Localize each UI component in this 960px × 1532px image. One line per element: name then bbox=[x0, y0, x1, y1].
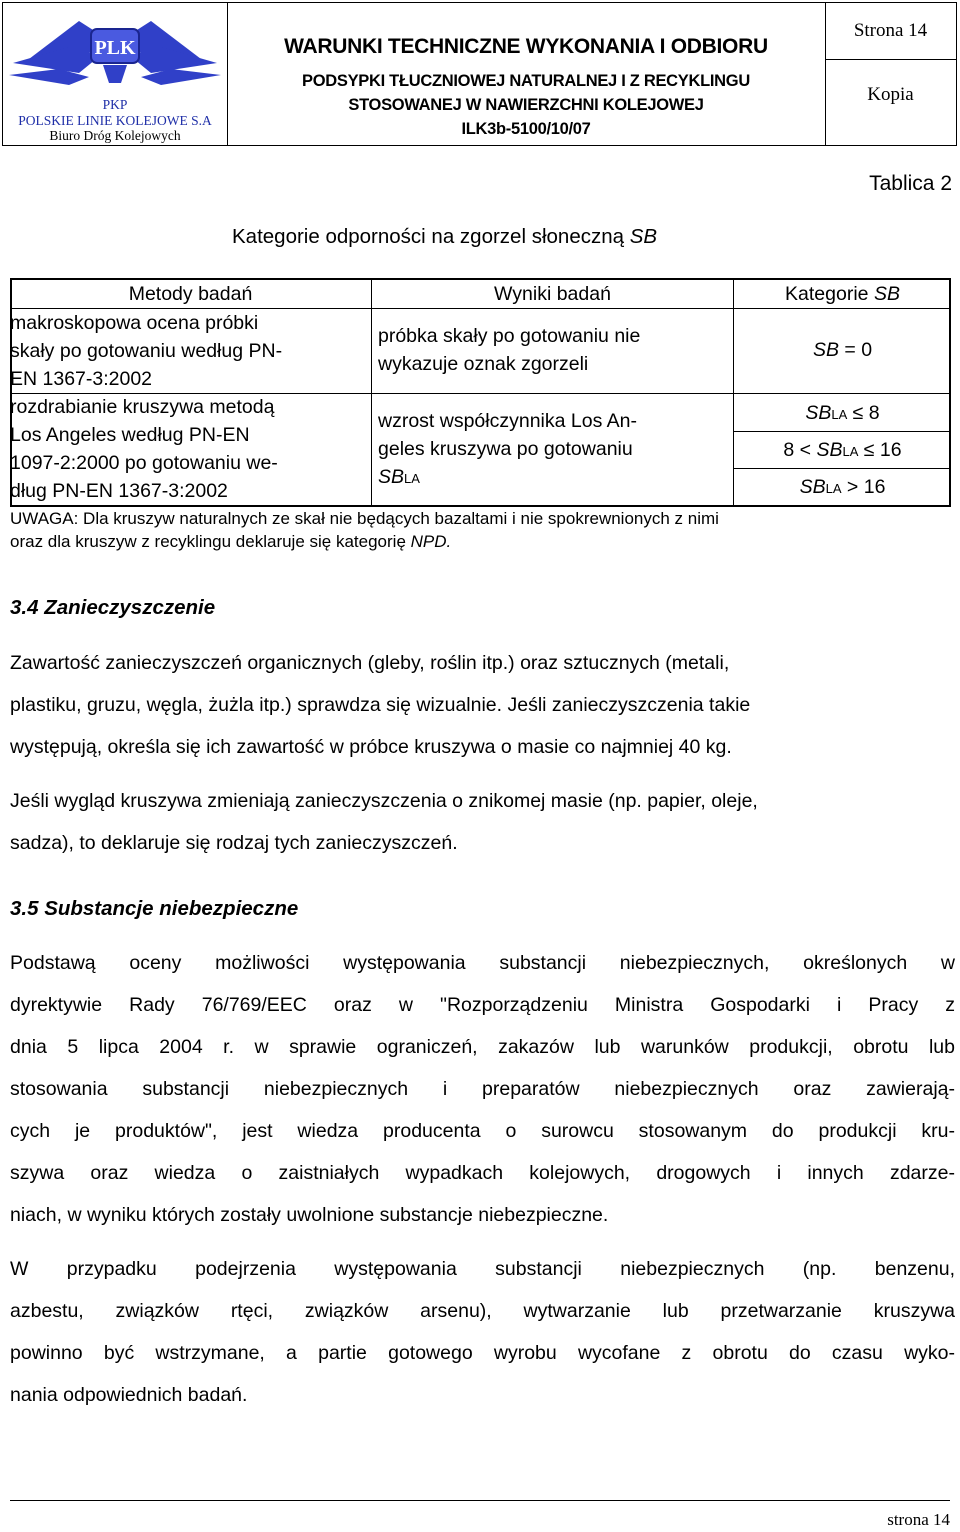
paragraph-line: cych je produktów", jest wiedza producenta o surowcu stosowanym do produkcji kru- bbox=[10, 1120, 955, 1142]
paragraph-line: Zawartość zanieczyszczeń organicznych (gleby, roślin itp.) oraz sztucznych (metali, bbox=[10, 652, 730, 674]
copy-label: Kopia bbox=[867, 84, 914, 105]
row2-result-sub: LA bbox=[404, 471, 420, 486]
note-text: oraz dla kruszyw z recyklingu deklaruje się kategorię bbox=[10, 532, 411, 551]
row2-cat-post: ≤ 8 bbox=[847, 402, 880, 424]
paragraph-line: W przypadku podejrzenia występowania substancji niebezpiecznych (np. benzenu, bbox=[10, 1258, 955, 1280]
row1-method-line: skały po gotowaniu według PN- bbox=[10, 340, 283, 362]
note-ital: NPD. bbox=[410, 532, 452, 551]
page-header bbox=[2, 2, 957, 146]
row1-category-symbol: SB bbox=[812, 339, 839, 361]
row2-cat-sub: LA bbox=[825, 481, 842, 496]
row2-category-1 bbox=[734, 399, 951, 429]
paragraph-line: nania odpowiednich badań. bbox=[10, 1384, 248, 1406]
table-number: Tablica 2 bbox=[869, 172, 952, 195]
row1-method-line: makroskopowa ocena próbki bbox=[10, 312, 259, 334]
paragraph-line: sadza), to deklaruje się rodzaj tych zanieczyszczeń. bbox=[10, 832, 458, 854]
document-subtitle-2: STOSOWANEJ W NAWIERZCHNI KOLEJOWEJ bbox=[348, 96, 704, 114]
company-line-1: PKP bbox=[102, 97, 128, 112]
section-heading-3-4: 3.4 Zanieczyszczenie bbox=[10, 596, 216, 619]
row1-result bbox=[378, 322, 640, 378]
row2-method-line: Los Angeles według PN-EN bbox=[10, 424, 250, 446]
paragraph-3-5-b bbox=[10, 1248, 955, 1416]
paragraph-line: Jeśli wygląd kruszywa zmieniają zanieczyszczenia o znikomej masie (np. papier, oleje, bbox=[10, 790, 758, 812]
note-line bbox=[10, 530, 950, 553]
paragraph-line: dyrektywie Rady 76/769/EEC oraz w "Rozporządzeniu Ministra Gospodarki i Pracy z bbox=[10, 994, 955, 1016]
note-line: UWAGA: Dla kruszyw naturalnych ze skał nie będących bazaltami i nie spokrewnionych z nimi bbox=[10, 509, 719, 528]
row2-cat-post: > 16 bbox=[841, 476, 886, 498]
row1-method-line: EN 1367-3:2002 bbox=[10, 368, 153, 390]
row2-result bbox=[378, 407, 637, 493]
row2-method-line: 1097-2:2000 po gotowaniu we- bbox=[10, 452, 278, 474]
row1-method bbox=[10, 309, 282, 393]
section-heading-3-5: 3.5 Substancje niebezpieczne bbox=[10, 897, 299, 920]
header-logo-cell bbox=[3, 3, 228, 145]
header-page-cell bbox=[825, 3, 956, 145]
header-title-cell bbox=[227, 3, 826, 145]
row2-result-sym: SB bbox=[378, 466, 405, 488]
document-subtitle-1: PODSYPKI TŁUCZNIOWEJ NATURALNEJ I Z RECYKLINGU bbox=[302, 72, 750, 90]
table-header-categories bbox=[734, 280, 951, 308]
row2-category-2 bbox=[734, 436, 951, 466]
paragraph-line: azbestu, związków rtęci, związków arsenu), wytwarzanie lub przetwarzanie kruszywa bbox=[10, 1300, 955, 1322]
table-header-categories-text: Kategorie bbox=[785, 283, 874, 305]
row2-method-line: dług PN-EN 1367-3:2002 bbox=[10, 480, 228, 502]
plk-logo-icon bbox=[9, 11, 221, 91]
table-note bbox=[10, 507, 950, 553]
row2-method-line: rozdrabianie kruszywa metodą bbox=[10, 396, 275, 418]
paragraph-3-4-b bbox=[10, 780, 955, 864]
paragraph-line: plastiku, gruzu, węgla, żużla itp.) sprawdza się wizualnie. Jeśli zanieczyszczenia takie bbox=[10, 694, 751, 716]
company-line-3: Biuro Dróg Kolejowych bbox=[49, 128, 181, 143]
document-title: WARUNKI TECHNICZNE WYKONANIA I ODBIORU bbox=[284, 35, 768, 58]
table-header-methods: Metody badań bbox=[128, 283, 253, 305]
row2-cat-sym: SB bbox=[816, 439, 843, 461]
row1-result-line: wykazuje oznak zgorzeli bbox=[378, 353, 589, 375]
company-line-2: POLSKIE LINIE KOLEJOWE S.A bbox=[18, 113, 212, 128]
row2-cat-sub: LA bbox=[842, 444, 859, 459]
row2-result-symbol bbox=[378, 463, 637, 493]
row2-cat-sub: LA bbox=[831, 407, 848, 422]
row2-category-3 bbox=[734, 473, 951, 503]
row2-result-line: geles kruszywa po gotowaniu bbox=[378, 438, 633, 460]
table-title bbox=[232, 225, 657, 249]
page-number: Strona 14 bbox=[825, 3, 956, 60]
paragraph-line: dnia 5 lipca 2004 r. w sprawie ograniczeń, zakazów lub warunków produkcji, obrotu lub bbox=[10, 1036, 955, 1058]
paragraph-line: powinno być wstrzymane, a partie gotowego wyrobu wycofane z obrotu do czasu wyko- bbox=[10, 1342, 955, 1364]
footer-divider bbox=[10, 1500, 950, 1501]
row2-cat-sym: SB bbox=[805, 402, 832, 424]
paragraph-line: występują, określa się ich zawartość w próbce kruszywa o masie co najmniej 40 kg. bbox=[10, 736, 732, 758]
row2-cat-pre: 8 < bbox=[783, 439, 817, 461]
row2-cat-sym: SB bbox=[799, 476, 826, 498]
footer-page-number: strona 14 bbox=[887, 1510, 950, 1529]
row1-category-value: = 0 bbox=[838, 339, 873, 361]
table-title-symbol: SB bbox=[629, 225, 658, 248]
table-title-text: Kategorie odporności na zgorzel słoneczną bbox=[232, 225, 630, 248]
paragraph-line: niach, w wyniku których zostały uwolnione substancje niebezpieczne. bbox=[10, 1204, 609, 1226]
row1-result-line: próbka skały po gotowaniu nie bbox=[378, 325, 641, 347]
row2-method bbox=[10, 393, 278, 505]
table-header-categories-symbol: SB bbox=[873, 283, 900, 305]
document-code: ILK3b-5100/10/07 bbox=[461, 120, 591, 138]
paragraph-line: szywa oraz wiedza o zaistniałych wypadkach kolejowych, drogowych i innych zdarze- bbox=[10, 1162, 955, 1184]
paragraph-3-5-a bbox=[10, 942, 955, 1236]
logo-text: PLK bbox=[94, 37, 136, 59]
row2-cat-post: ≤ 16 bbox=[858, 439, 902, 461]
paragraph-3-4-a bbox=[10, 642, 955, 768]
sb-category-table bbox=[10, 278, 951, 507]
paragraph-line: Podstawą oceny możliwości występowania substancji niebezpiecznych, określonych w bbox=[10, 952, 955, 974]
row1-category bbox=[734, 336, 951, 364]
paragraph-line: stosowania substancji niebezpiecznych i preparatów niebezpiecznych oraz zawierają- bbox=[10, 1078, 955, 1100]
row2-result-line: wzrost współczynnika Los An- bbox=[378, 410, 638, 432]
table-header-results: Wyniki badań bbox=[494, 283, 611, 305]
